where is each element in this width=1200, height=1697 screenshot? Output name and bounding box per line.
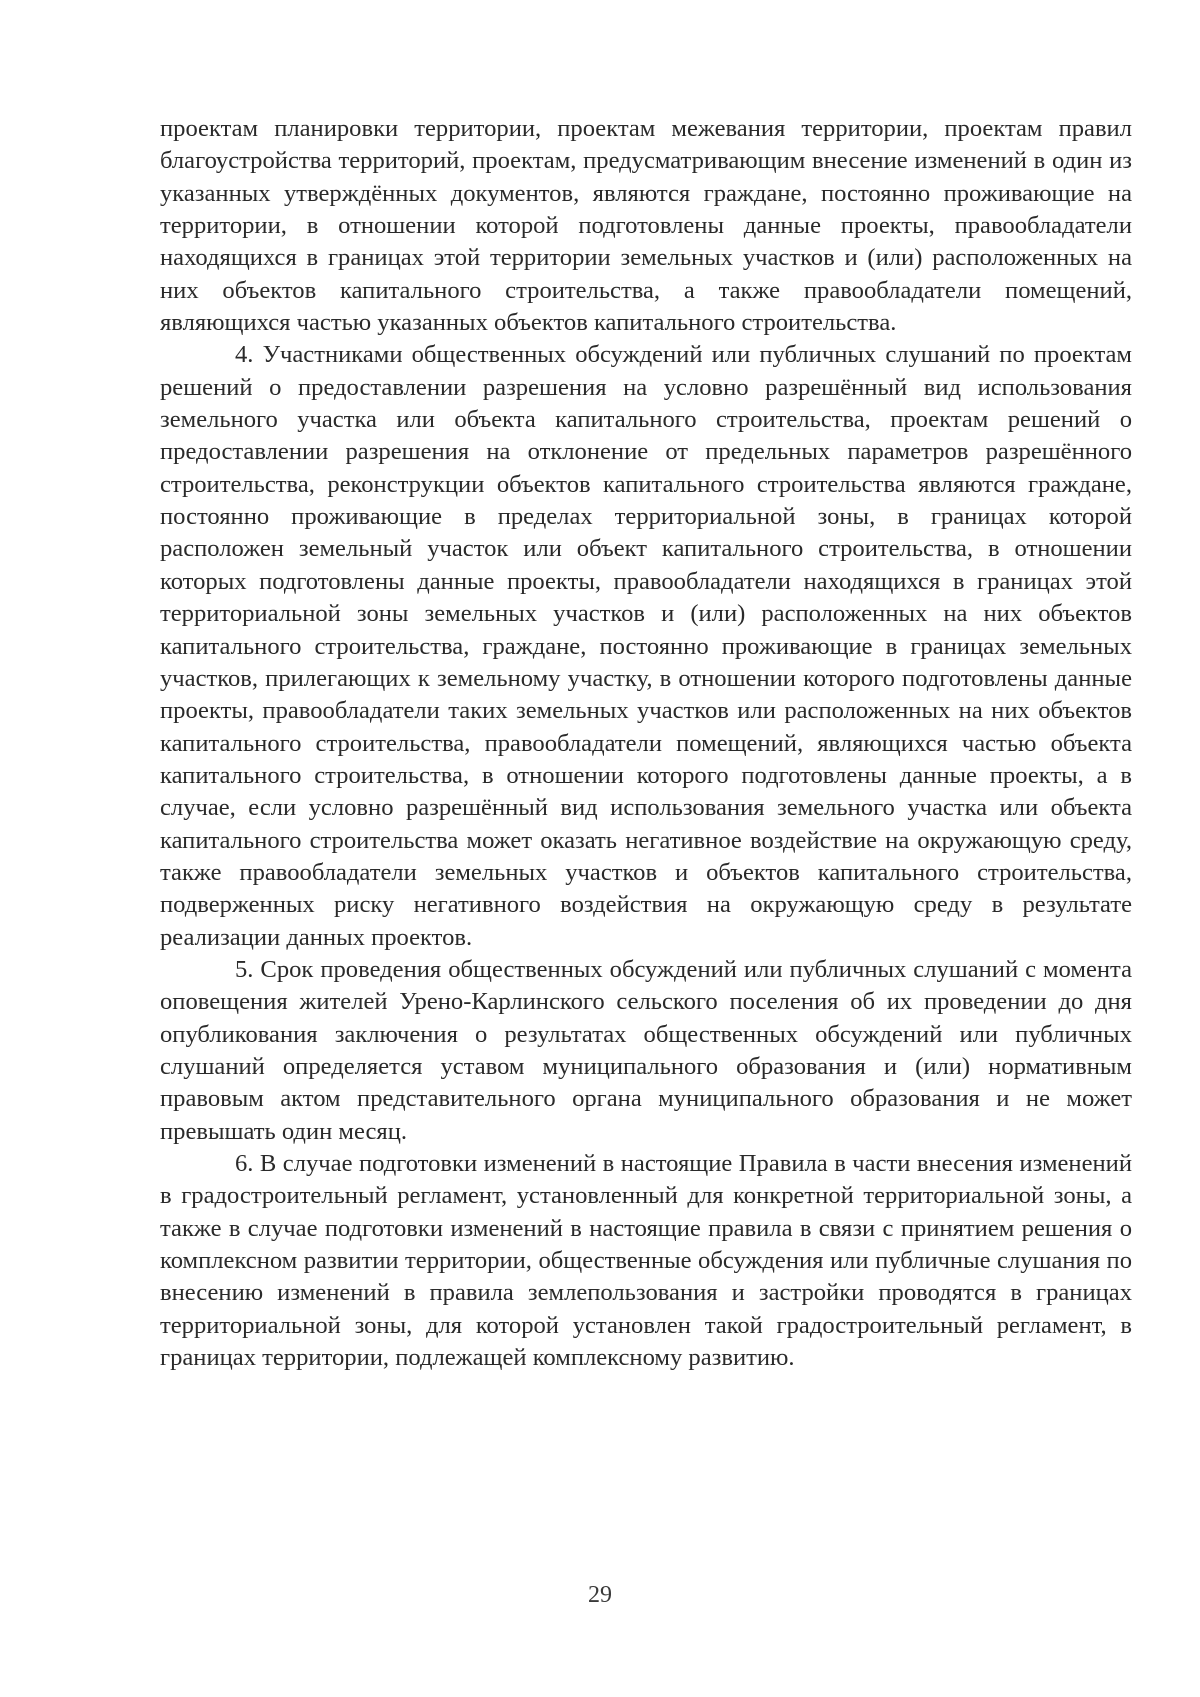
page-number: 29 [588,1582,612,1608]
paragraph-item-4: 4. Участниками общественных обсуждений или публичных слушаний по проектам решений о предоставлении разрешения на условно разрешённый вид использования земельного участка или объекта капитального строительства, проектам решений о предоставлении разрешения на отклонение от предельных параметров разрешённого строительства, реконструкции объектов капитального строительства являются граждане, постоянно проживающие в пределах территориальной зоны, в границах которой расположен земельный участок или объект капитального строительства, в отношении которых подготовлены данные проекты, правообладатели находящихся в границах этой территориальной зоны земельных участков и (или) расположенных на них объектов капитального строительства, граждане, постоянно проживающие в границах земельных участков, прилегающих к земельному участку, в отношении которого подготовлены данные проекты, правообладатели таких земельных участков или расположенных на них объектов капитального строительства, правообладатели помещений, являющихся частью объекта капитального строительства, в отношении которого подготовлены данные проекты, а в случае, если условно разрешённый вид использования земельного участка или объекта капитального строительства может оказать негативное воздействие на окружающую среду, также правообладатели земельных участков и объектов капитального строительства, подверженных риску негативного воздействия на окружающую среду в результате реализации данных проектов. [160,341,1132,951]
paragraph-continuation: проектам планировки территории, проектам межевания территории, проектам правил благоустройства территорий, проектам, предусматривающим внесение изменений в один из указанных утверждённых документов, являются граждане, постоянно проживающие на территории, в отношении которой подготовлены данные проекты, правообладатели находящихся в границах этой территории земельных участков и (или) расположенных на них объектов капитального строительства, а также правообладатели помещений, являющихся частью указанных объектов капитального строительства. [160,115,1132,337]
paragraph-item-5: 5. Срок проведения общественных обсуждений или публичных слушаний с момента оповещения жителей Урено-Карлинского сельского поселения об их проведении до дня опубликования заключения о результатах общественных обсуждений или публичных слушаний определяется уставом муниципального образования и (или) нормативным правовым актом представительного органа муниципального образования и не может превышать один месяц. [160,955,1132,1145]
paragraph-item-6: 6. В случае подготовки изменений в настоящие Правила в части внесения изменений в градостроительный регламент, установленный для конкретной территориальной зоны, а также в случае подготовки изменений в настоящие правила в связи с принятием решения о комплексном развитии территории, общественные обсуждения или публичные слушания по внесению изменений в правила землепользования и застройки проводятся в границах территориальной зоны, для которой установлен такой градостроительный регламент, в границах территории, подлежащей комплексному развитию. [160,1150,1132,1372]
body-text [160,113,1132,1374]
